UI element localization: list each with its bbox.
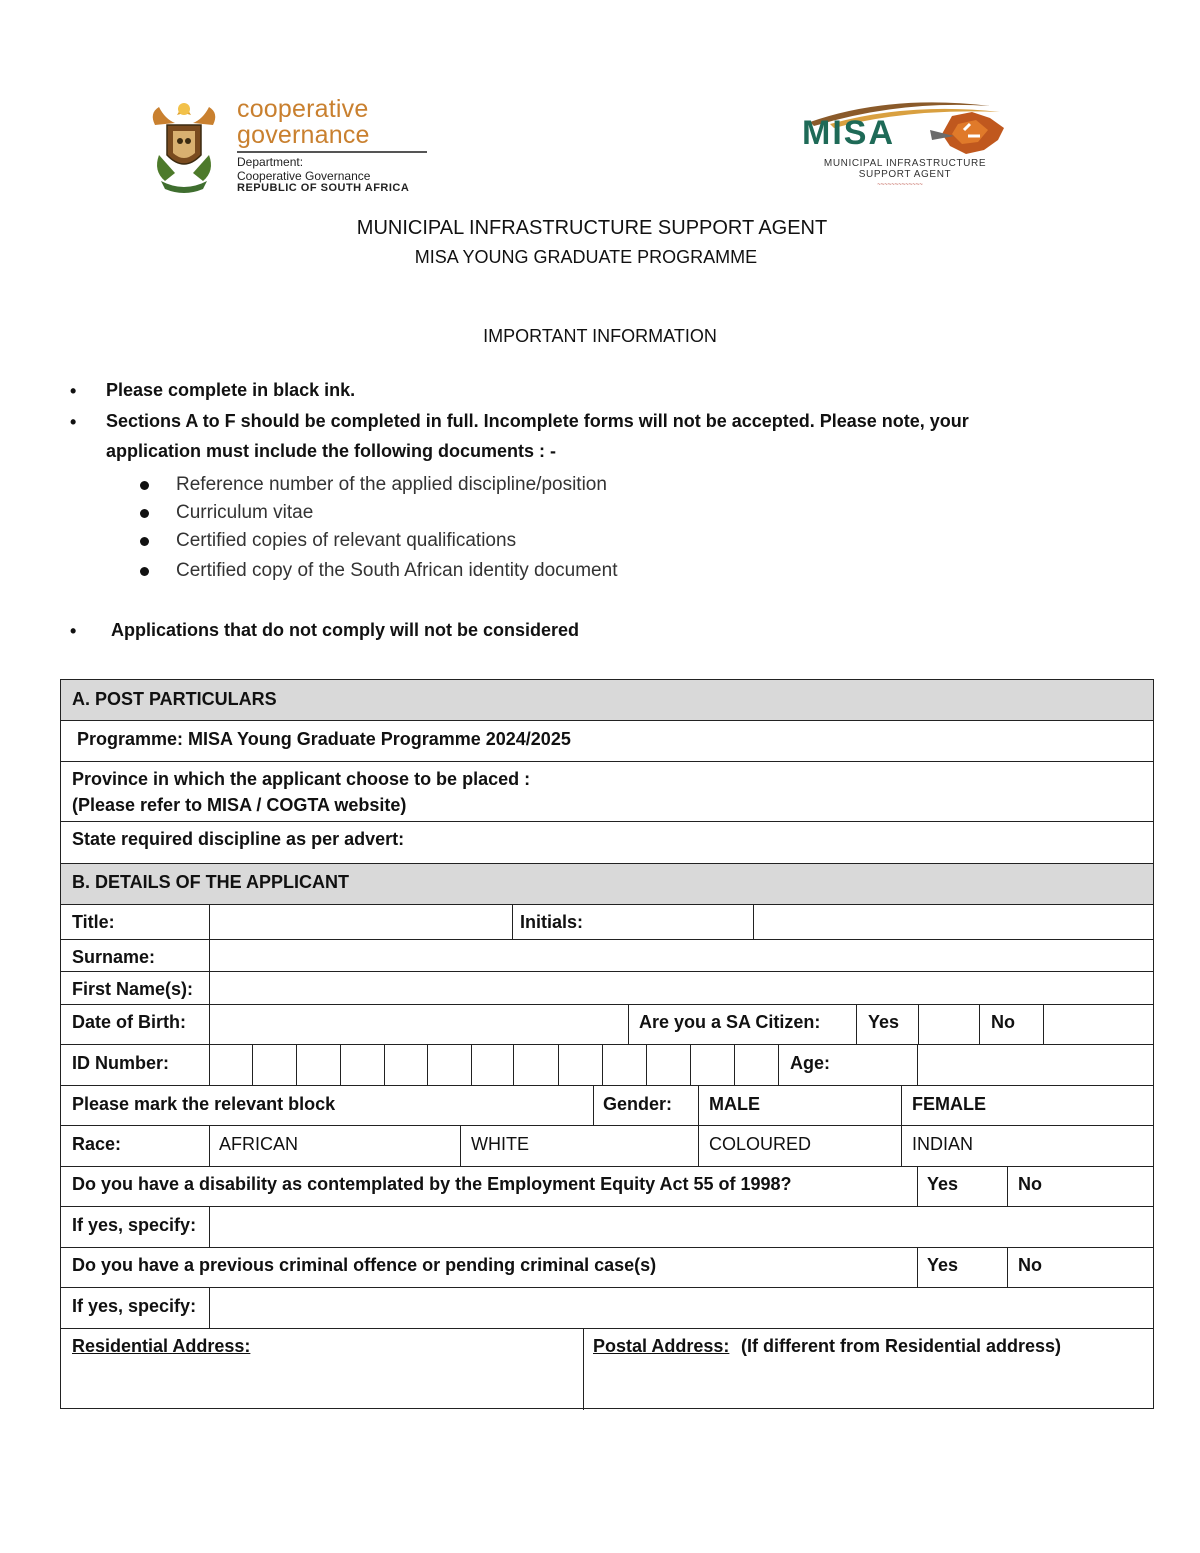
initials-field[interactable] [755, 906, 1153, 938]
criminal-specify-field[interactable] [211, 1289, 1153, 1327]
mark-block-label: Please mark the relevant block [72, 1094, 336, 1114]
id-number-boxes[interactable] [211, 1046, 777, 1084]
cogta-wordmark-line1: cooperative [237, 95, 369, 123]
cogta-dept-label: Department: [237, 155, 304, 169]
criminal-yes-option[interactable]: Yes [927, 1255, 959, 1275]
race-label: Race: [72, 1134, 122, 1154]
postal-address-note: (If different from Residential address) [741, 1336, 1062, 1356]
required-document-item: Curriculum vitae [176, 502, 314, 523]
document-bullet [140, 537, 149, 546]
province-note: (Please refer to MISA / COGTA website) [72, 795, 407, 815]
disability-question: Do you have a disability as contemplated by the Employment Equity Act 55 of 1998? [72, 1174, 792, 1194]
residential-address-field[interactable] [63, 1364, 581, 1408]
criminal-question: Do you have a previous criminal offence or pending criminal case(s) [72, 1255, 657, 1275]
discipline-label: State required discipline as per advert: [72, 829, 405, 849]
section-b-heading: B. DETAILS OF THE APPLICANT [72, 872, 349, 892]
disability-specify-label: If yes, specify: [72, 1215, 197, 1235]
race-coloured-option[interactable]: COLOURED [709, 1134, 812, 1154]
required-document-item: Reference number of the applied discipline/position [176, 474, 607, 495]
document-bullet [140, 567, 149, 576]
cogta-rule [237, 151, 427, 153]
application-form [60, 679, 1154, 1409]
document-bullet [140, 481, 149, 490]
cogta-wordmark-line2: governance [237, 121, 370, 149]
misa-tagline-mark: ~~~~~~~~~~~~~ [877, 182, 923, 188]
province-label: Province in which the applicant choose to be placed : [72, 769, 531, 789]
gender-label: Gender: [603, 1094, 673, 1114]
id-number-label: ID Number: [72, 1053, 170, 1073]
surname-label: Surname: [72, 947, 156, 967]
required-document-item: Certified copies of relevant qualifications [176, 530, 517, 551]
cogta-dept-name: Cooperative Governance [237, 169, 371, 183]
citizen-yes-label: Yes [868, 1012, 900, 1032]
coat-of-arms-icon [145, 95, 223, 195]
initials-label: Initials: [520, 912, 584, 932]
document-subtitle: MISA YOUNG GRADUATE PROGRAMME [414, 247, 758, 267]
first-names-field[interactable] [211, 973, 1153, 1003]
instruction-sections-line1: Sections A to F should be completed in full. Incomplete forms will not be accepted. Please note, your [106, 411, 969, 431]
misa-wordmark: MISA [802, 114, 895, 152]
bullet-dot: • [70, 381, 77, 401]
bullet-dot: • [70, 412, 77, 432]
citizen-no-box[interactable] [1045, 1006, 1153, 1043]
criminal-no-option[interactable]: No [1018, 1255, 1042, 1275]
gear-map-icon [928, 110, 1008, 156]
document-title: MUNICIPAL INFRASTRUCTURE SUPPORT AGENT [356, 217, 828, 239]
instruction-compliance: Applications that do not comply will not be considered [111, 620, 580, 640]
title-field[interactable] [211, 906, 511, 938]
surname-field[interactable] [211, 941, 1153, 970]
required-document-item: Certified copy of the South African identity document [176, 560, 618, 581]
misa-subtitle-line1: MUNICIPAL INFRASTRUCTURE [823, 158, 987, 169]
age-label: Age: [790, 1053, 830, 1073]
programme-label: Programme: MISA Young Graduate Programme 2024/2025 [77, 729, 571, 749]
postal-address-label: Postal Address: [593, 1336, 730, 1356]
document-bullet [140, 509, 149, 518]
bullet-dot: • [70, 621, 77, 641]
info-heading: IMPORTANT INFORMATION [483, 326, 717, 346]
race-african-option[interactable]: AFRICAN [219, 1134, 299, 1154]
age-field[interactable] [919, 1046, 1153, 1084]
disability-no-option[interactable]: No [1018, 1174, 1042, 1194]
section-a-heading: A. POST PARTICULARS [72, 689, 277, 709]
misa-subtitle-line2: SUPPORT AGENT [858, 169, 952, 180]
dob-field[interactable] [211, 1006, 627, 1043]
title-label: Title: [72, 912, 115, 932]
citizen-yes-box[interactable] [920, 1006, 978, 1043]
citizen-label: Are you a SA Citizen: [639, 1012, 821, 1032]
gender-male-option[interactable]: MALE [709, 1094, 760, 1114]
cogta-country: REPUBLIC OF SOUTH AFRICA [237, 182, 410, 194]
race-indian-option[interactable]: INDIAN [912, 1134, 974, 1154]
criminal-specify-label: If yes, specify: [72, 1296, 197, 1316]
dob-label: Date of Birth: [72, 1012, 186, 1032]
residential-address-label: Residential Address: [72, 1336, 251, 1356]
postal-address-field[interactable] [585, 1364, 1153, 1408]
instruction-sections-line2: application must include the following documents : - [106, 441, 557, 461]
race-white-option[interactable]: WHITE [471, 1134, 529, 1154]
instruction-black-ink: Please complete in black ink. [106, 380, 356, 400]
gender-female-option[interactable]: FEMALE [912, 1094, 986, 1114]
disability-specify-field[interactable] [211, 1208, 1153, 1246]
disability-yes-option[interactable]: Yes [927, 1174, 959, 1194]
misa-logo [800, 92, 1010, 192]
cogta-logo [145, 95, 435, 200]
citizen-no-label: No [991, 1012, 1015, 1032]
first-names-label: First Name(s): [72, 979, 194, 999]
